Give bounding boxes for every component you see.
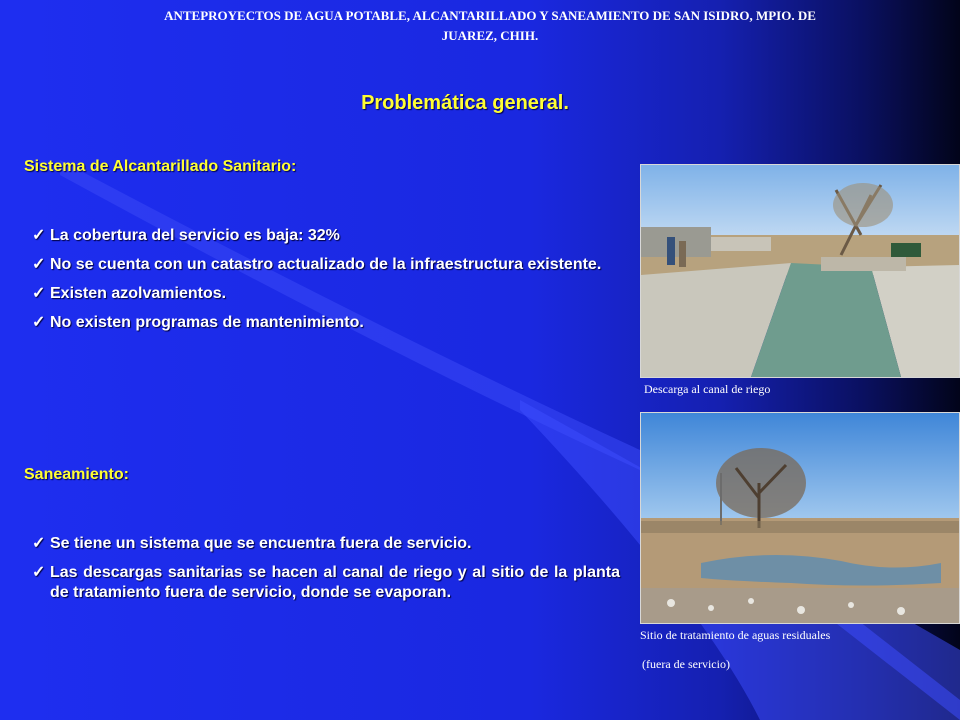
header-line-2: JUAREZ, CHIH. — [441, 28, 539, 43]
checkmark-icon: ✓ — [32, 285, 46, 302]
bullet-list-alcantarillado — [34, 226, 620, 342]
bullet-list-saneamiento — [34, 534, 620, 612]
canal-photo-illustration — [641, 165, 959, 377]
caption-photo-2-line-2: (fuera de servicio) — [642, 657, 730, 671]
section-heading-alcantarillado: Sistema de Alcantarillado Sanitario: — [24, 158, 297, 175]
slide-title: Problemática general. — [361, 92, 569, 114]
caption-photo-2-line-1: Sitio de tratamiento de aguas residuales — [640, 628, 831, 642]
section-heading-saneamiento: Saneamiento: — [24, 466, 129, 483]
bullet-item: ✓ Se tiene un sistema que se encuentra fuera de servicio. — [32, 535, 472, 552]
bullet-item: ✓ La cobertura del servicio es baja: 32% — [32, 227, 340, 244]
document-header — [80, 6, 900, 46]
checkmark-icon: ✓ — [32, 314, 46, 331]
checkmark-icon: ✓ — [32, 227, 46, 244]
checkmark-icon: ✓ — [32, 564, 46, 581]
caption-photo-1: Descarga al canal de riego — [644, 382, 771, 396]
bullet-item: ✓ Las descargas sanitarias se hacen al canal de riego y al sitio de la planta de tratamiento fuera de servicio, donde se evaporan. — [32, 564, 620, 601]
checkmark-icon: ✓ — [32, 535, 46, 552]
photo-sitio-tratamiento — [640, 412, 960, 624]
bullet-item: ✓ No existen programas de mantenimiento. — [32, 314, 364, 331]
photo-canal-de-riego — [640, 164, 960, 378]
treatment-site-illustration — [641, 413, 959, 623]
checkmark-icon: ✓ — [32, 256, 46, 273]
header-line-1: ANTEPROYECTOS DE AGUA POTABLE, ALCANTARILLADO Y SANEAMIENTO DE SAN ISIDRO, MPIO. DE — [164, 8, 816, 23]
bullet-item: ✓ No se cuenta con un catastro actualizado de la infraestructura existente. — [32, 256, 602, 273]
bullet-item: ✓ Existen azolvamientos. — [32, 285, 227, 302]
